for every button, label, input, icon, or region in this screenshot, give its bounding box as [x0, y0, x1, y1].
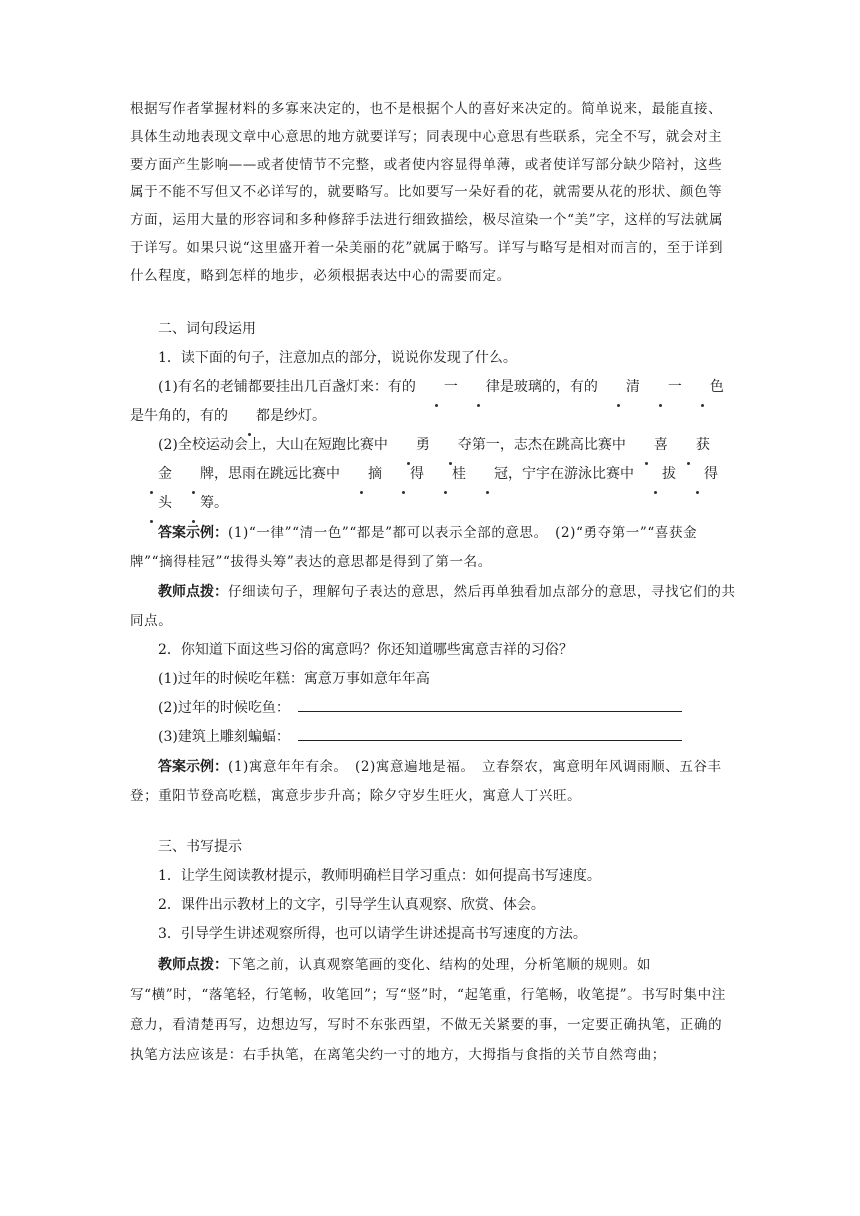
dotted-character: 拔 — [634, 460, 676, 489]
answer-text: (1)寓意年年有余。 (2)寓意遍地是福。 立春祭农，寓意明年风调雨顺、五谷丰登；重阳节登高吃糕，寓意步步升高；除夕守岁生旺火，寓意人丁兴旺。 — [130, 758, 722, 804]
writing-item-1: 1．让学生阅读教材提示，教师明确栏目学习重点：如何提高书写速度。 — [158, 867, 601, 884]
dotted-character: 桂 — [424, 460, 466, 489]
dotted-character: 清 — [598, 373, 640, 402]
dotted-character: 得 — [382, 460, 424, 489]
section-heading-word-usage: 二、词句段运用 — [158, 320, 256, 337]
answer-label: 答案示例： — [158, 523, 228, 540]
dotted-character: 勇 — [388, 431, 430, 460]
dotted-phrase — [340, 466, 508, 482]
dotted-character: 筹 — [172, 489, 214, 518]
dotted-character: 冠 — [466, 460, 508, 489]
dotted-character: 摘 — [340, 460, 382, 489]
answer-blank[interactable] — [298, 726, 682, 741]
answer-example-2 — [130, 752, 736, 811]
dotted-character: 喜 — [626, 431, 668, 460]
dotted-phrase — [228, 408, 270, 424]
dotted-character: 夺 — [430, 431, 472, 460]
teacher-tip-writing — [130, 949, 736, 1070]
question-1-prompt: 1．读下面的句子，注意加点的部分，说说你发现了什么。 — [158, 349, 517, 366]
dotted-phrase — [598, 379, 724, 395]
answer-text: (1)“一律”“清一色”“都是”都可以表示全部的意思。 (2)“勇夺第一”“喜获金牌”“摘得桂冠”“拔得头筹”表达的意思都是得到了第一名。 — [130, 524, 698, 570]
sentence-2: (2)全校运动会上，大山在短跑比赛中 勇 夺第一，志杰在跳高比赛中 喜 获金 牌，思雨在跳远比赛中 摘 得 桂 冠，宁宇在游泳比赛中 拔 得头 筹。 — [130, 431, 736, 518]
dotted-character: 一 — [416, 373, 458, 402]
sentence-1: (1)有名的老铺都要挂出几百盏灯来：有的 一 律是玻璃的，有的 清 一 色是牛角的，有的 都是纱灯。 — [130, 373, 736, 431]
dotted-character: 牌 — [172, 460, 214, 489]
answer-label: 答案示例： — [158, 757, 228, 774]
writing-item-3: 3．引导学生讲述观察所得，也可以请学生讲述提高书写速度的方法。 — [158, 925, 587, 942]
tip-label: 教师点拨： — [158, 582, 228, 599]
dotted-character: 都 — [228, 402, 270, 431]
dotted-character: 一 — [640, 373, 682, 402]
custom-item-1: (1)过年的时候吃年糕：寓意万事如意年年高 — [158, 670, 430, 687]
dotted-character: 得 — [676, 460, 718, 489]
answer-example-1 — [130, 518, 736, 577]
tip-text: 仔细读句子，理解句子表达的意思，然后再单独看加点部分的意思，寻找它们的共同点。 — [130, 583, 736, 629]
dotted-character: 获 — [668, 431, 710, 460]
dotted-phrase — [416, 379, 500, 395]
dotted-phrase — [388, 437, 472, 453]
dotted-character: 色 — [682, 373, 724, 402]
custom-item-3: (3)建筑上雕刻蝙蝠： — [130, 723, 736, 752]
answer-blank[interactable] — [298, 697, 682, 712]
intro-paragraph: 根据写作者掌握材料的多寡来决定的，也不是根据个人的喜好来决定的。简单说来，最能直接、具体生动地表现文章中心意思的地方就要详写；同表现中心意思有些联系，完全不写，就会对主要方面产生影响——或者使情节不完整，或者使内容显得单薄，或者使详写部分缺少陪衬，这些属于不能不写但又不必详写的，就要略写。比如要写一朵好看的花，就需要从花的形状、颜色等方面，运用大量的形容词和多种修辞手法进行细致描绘，极尽渲染一个“美”字，这样的写法就属于详写。如果只说“这里盛开着一朵美丽的花”就属于略写。详写与略写是相对而言的，至于详到什么程度，略到怎样的地步，必须根据表达中心的需要而定。 — [130, 101, 724, 284]
writing-item-2: 2．课件出示教材上的文字，引导学生认真观察、欣赏、体会。 — [158, 896, 545, 913]
custom-item-2: (2)过年的时候吃鱼： — [130, 694, 736, 723]
tip-text: 下笔之前，认真观察笔画的变化、结构的处理，分析笔顺的规则。如写“横”时，“落笔轻，行笔畅，收笔回”；写“竖”时，“起笔重，行笔畅，收笔提”。书写时集中注意力，看清楚再写，边想边写，写时不东张西望，不做无关紧要的事，一定要正确执笔，正确的执笔方法应该是：右手执笔，在离笔尖约一寸的地方，大拇指与食指的关节自然弯曲； — [130, 956, 726, 1063]
dotted-character: 律 — [458, 373, 500, 402]
dotted-character: 头 — [130, 489, 172, 518]
question-2-prompt: 2．你知道下面这些习俗的寓意吗？你还知道哪些寓意吉祥的习俗？ — [158, 641, 573, 658]
tip-label: 教师点拨： — [158, 955, 228, 972]
dotted-character: 金 — [130, 460, 172, 489]
teacher-tip-1 — [130, 577, 736, 636]
section-heading-writing: 三、书写提示 — [158, 838, 242, 855]
